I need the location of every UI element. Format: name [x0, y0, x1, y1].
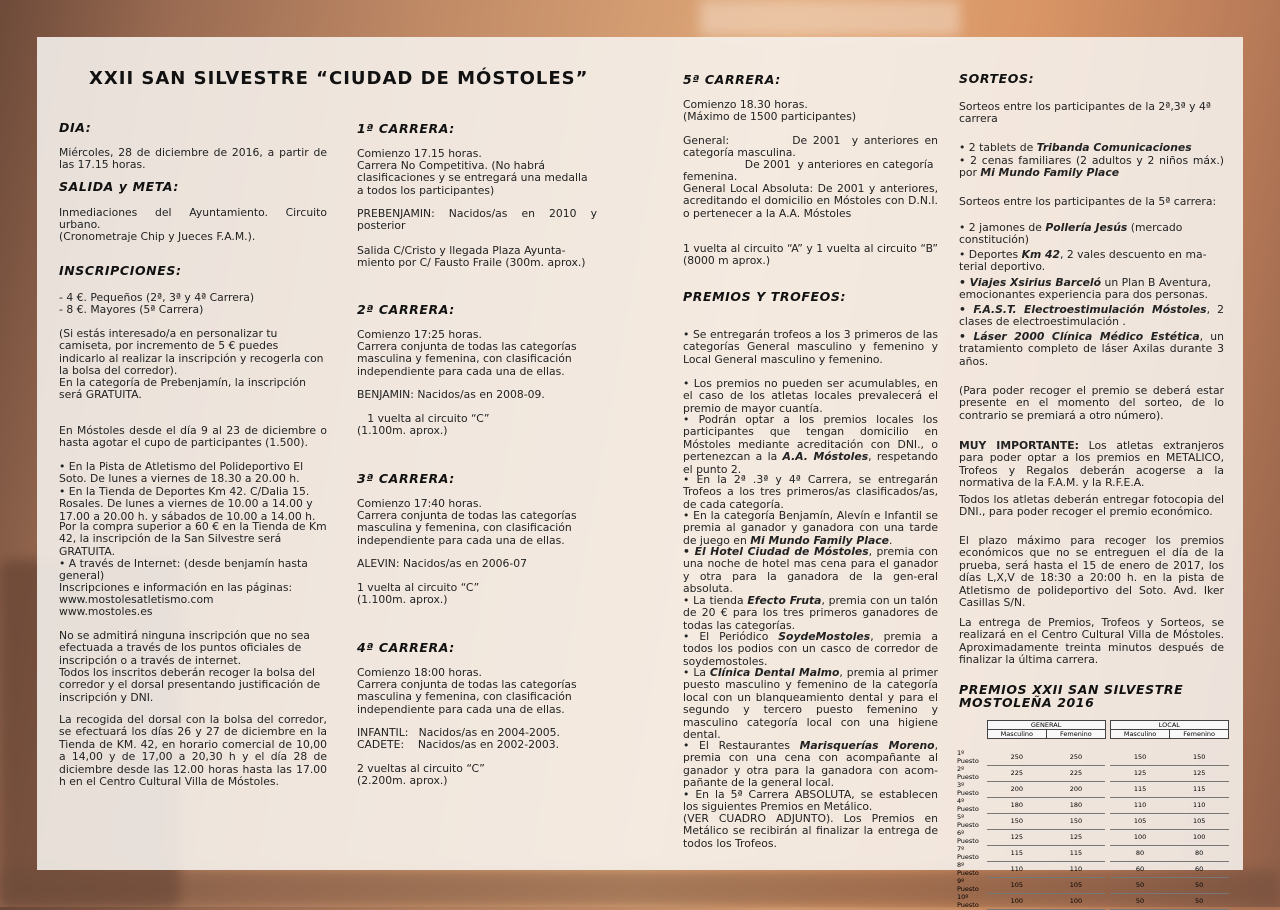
local-masculino-value: 50 — [1110, 893, 1170, 909]
premios-table-title — [959, 683, 1224, 709]
salida-heading: SALIDA y META: — [59, 179, 180, 194]
carrera-3-vuelta: 1 vuelta al circuito “C” — [357, 581, 480, 594]
general-masculino-value: 225 — [987, 765, 1047, 781]
general-femenino-value: 150 — [1047, 813, 1106, 829]
carrera-5-local: General Local Absoluta: De 2001 y anteriores, acreditando el domicilio en Móstoles con D.N.I. o pertenecer a la A.A. Móstoles — [683, 182, 938, 220]
bullet-internet: • A través de Internet: (desde benjamín hasta general) — [59, 557, 308, 583]
local-masculino-value: 110 — [1110, 797, 1170, 813]
carrera-5-comienzo: Comienzo 18.30 horas. — [683, 98, 808, 111]
position-label: 8º Puesto — [957, 861, 979, 877]
bullet-pista: • En la Pista de Atletismo del Polideportivo El Soto. De lunes a viernes de 18.30 a 20.00 h. — [59, 460, 304, 486]
premio-5: • En la categoría Benjamín, Alevín e Infantil se premia al ganador y ganadora con una tarde de juego en Mi Mundo Family Place. — [683, 509, 938, 547]
local-femenino-value: 50 — [1170, 893, 1229, 909]
todos-inscritos-text: Todos los inscritos deberán recoger la bolsa del corredor y el dorsal presentando justificación de inscripción y DNI. — [59, 666, 321, 704]
bullet-tienda: • En la Tienda de Deportes Km 42. C/Dalia 15. Rosales. De lunes a viernes de 10.00 a 14.00 y 17.00 a 20.00 h. y sábados de 10.00 a 14.00 h. — [59, 485, 316, 523]
table-row — [957, 749, 1229, 765]
sorteo-5: • Viajes Xsirius Barceló un Plan B Aventura, emocionantes experiencia para dos personas. — [959, 276, 1212, 302]
premio-8: • El Periódico SoydeMostoles, premia a todos los podios con un casco de corredor de soydemostoles. — [683, 630, 938, 668]
carrera-2-comienzo: Comienzo 17:25 horas. — [357, 328, 482, 341]
carrera-4-category-infantil: INFANTIL: Nacidos/as en 2004-2005. — [357, 726, 560, 739]
carrera-5-max: (Máximo de 1500 participantes) — [683, 110, 857, 123]
salida-text-2: (Cronometraje Chip y Jueces F.A.M.). — [59, 230, 256, 243]
general-masculino-value: 110 — [987, 861, 1047, 877]
premio-11: • En la 5ª Carrera ABSOLUTA, se establecen los siguientes Premios en Metálico. — [683, 788, 938, 814]
premio-7: • La tienda Efecto Fruta, premia con un talón de 20 € para los tres primeros ganadores de todas las categorías. — [683, 594, 938, 632]
position-label: 9º Puesto — [957, 877, 979, 893]
carrera-4-vuelta: 2 vueltas al circuito “C” — [357, 762, 485, 775]
table-row — [957, 765, 1229, 781]
muy-importante: MUY IMPORTANTE: Los atletas extranjeros para poder optar a los premios en METALICO, Trofeos y Regalos deberán acogerse a la normativa de la F.A.M. y la R.F.E.A. — [959, 439, 1224, 490]
carrera-1-comienzo: Comienzo 17.15 horas. — [357, 147, 482, 160]
local-femenino-value: 80 — [1170, 845, 1229, 861]
local-masculino-value: 60 — [1110, 861, 1170, 877]
flyer-panel — [37, 37, 1243, 909]
local-masculino-value: 80 — [1110, 845, 1170, 861]
position-label: 1º Puesto — [957, 749, 979, 765]
general-masculino-value: 150 — [987, 813, 1047, 829]
carrera-4-distance: (2.200m. aprox.) — [357, 774, 448, 787]
price-small: - 4 €. Pequeños (2ª, 3ª y 4ª Carrera) — [59, 291, 255, 304]
table-row — [957, 861, 1229, 877]
price-adult: - 8 €. Mayores (5ª Carrera) — [59, 303, 204, 316]
table-row — [957, 845, 1229, 861]
local-femenino-value: 125 — [1170, 765, 1229, 781]
todos-atletas: Todos los atletas deberán entregar fotocopia del DNI., para poder recoger el premio económico. — [959, 493, 1224, 519]
general-masculino-value: 250 — [987, 749, 1047, 765]
carrera-2-distance: (1.100m. aprox.) — [357, 424, 448, 437]
carrera-4-category-cadete: CADETE: Nacidos/as en 2002-2003. — [357, 738, 560, 751]
local-masculino-value: 115 — [1110, 781, 1170, 797]
carrera-3-comienzo: Comienzo 17:40 horas. — [357, 497, 482, 510]
table-row — [957, 813, 1229, 829]
local-masculino-value: 125 — [1110, 765, 1170, 781]
dia-text: Miércoles, 28 de diciembre de 2016, a partir de las 17.15 horas. — [59, 146, 327, 172]
table-row — [957, 877, 1229, 893]
carrera-5-general-f: De 2001 y anteriores en categoría femenina. — [683, 158, 937, 184]
table-row — [957, 797, 1229, 813]
local-femenino-value: 150 — [1170, 749, 1229, 765]
prize-table-rows — [957, 749, 1229, 909]
table-row — [957, 829, 1229, 845]
local-femenino-value: 110 — [1170, 797, 1229, 813]
background-highlight — [700, 0, 960, 36]
prize-table — [957, 720, 1229, 910]
sorteo-4: • Deportes Km 42, 2 vales descuento en ma-terial deportivo. — [959, 248, 1207, 274]
sub-local-femenino: Femenino — [1170, 730, 1229, 739]
prize-table-sub-header — [957, 730, 1229, 739]
recogida-text: La recogida del dorsal con la bolsa del corredor, se efectuará los días 26 y 27 de diciembre en la Tienda de KM. 42, en horario comercial de 10,00 a 14,00 y de 17,00 a 20,30 h y el día 28 de diciembre desde las 12.00 horas hasta las 17.00 h en el Centro Cultural Villa de Móstoles. — [59, 713, 327, 789]
local-femenino-value: 100 — [1170, 829, 1229, 845]
local-masculino-value: 100 — [1110, 829, 1170, 845]
sorteo-6: • F.A.S.T. Electroestimulación Móstoles, 2 clases de electroestimulación . — [959, 303, 1225, 329]
salida-text: Inmediaciones del Ayuntamiento. Circuito urbano. — [59, 206, 327, 232]
carrera-5-general-m: General: De 2001 y anteriores en categoría masculina. — [683, 134, 942, 160]
general-femenino-value: 115 — [1047, 845, 1106, 861]
compra-text: Por la compra superior a 60 € en la Tienda de Km 42, la inscripción de la San Silvestre será GRATUITA. — [59, 520, 327, 558]
table-row — [957, 781, 1229, 797]
carrera-3-desc: Carrera conjunta de todas las categorías masculina y femenina, con clasificación independiente para cada una de ellas. — [357, 509, 577, 547]
general-masculino-value: 105 — [987, 877, 1047, 893]
no-admitira-text: No se admitirá ninguna inscripción que no sea efectuada a través de los puntos oficiales de inscripción o a través de internet. — [59, 629, 310, 667]
sub-general-masculino: Masculino — [987, 730, 1047, 739]
general-femenino-value: 250 — [1047, 749, 1106, 765]
prebenjamin-text: En la categoría de Prebenjamín, la inscripción será GRATUITA. — [59, 376, 306, 402]
sub-general-femenino: Femenino — [1047, 730, 1106, 739]
url-atletismo[interactable]: www.mostolesatletismo.com — [59, 593, 214, 606]
general-masculino-value: 100 — [987, 893, 1047, 909]
sorteo-note: (Para poder recoger el premio se deberá estar presente en el momento del sorteo, de lo contrario se premiará a otro número). — [959, 384, 1224, 422]
local-masculino-value: 150 — [1110, 749, 1170, 765]
carrera-2-desc: Carrera conjunta de todas las categorías masculina y femenina, con clasificación independiente para cada una de ellas. — [357, 340, 577, 378]
sorteos-heading: SORTEOS: — [959, 71, 1035, 86]
sorteo-7: • Láser 2000 Clínica Médico Estética, un tratamiento completo de láser Axilas durante 3 años. — [959, 330, 1224, 368]
general-masculino-value: 115 — [987, 845, 1047, 861]
sorteo-3: • 2 jamones de Pollería Jesús (mercado constitución) — [959, 221, 1183, 247]
position-label: 5º Puesto — [957, 813, 979, 829]
premio-9: • La Clínica Dental Malmo, premia al primer puesto masculino y femenino de la categoría local con un blanqueamiento dental y para el segundo y tercero puesto femenino y masculino categoría local con una higiene dental. — [683, 666, 938, 742]
plazo-text: El plazo máximo para recoger los premios económicos que no se entreguen el día de la prueba, será hasta el 15 de enero de 2017, los días L,X,V de 18:30 a 20:00 h. en la pista de Atletismo de polideportivo del Soto. Avd. Iker Casillas S/N. — [959, 534, 1224, 610]
group-local: LOCAL — [1110, 721, 1228, 730]
carrera-3-category: ALEVIN: Nacidos/as en 2006-07 — [357, 557, 527, 570]
carrera-5-heading: 5ª CARRERA: — [683, 72, 781, 87]
premio-6: • El Hotel Ciudad de Móstoles, premia con una noche de hotel mas cena para el ganador y otra para la ganadora de la gen-eral absoluta. — [683, 545, 938, 596]
general-masculino-value: 200 — [987, 781, 1047, 797]
position-label: 3º Puesto — [957, 781, 979, 797]
carrera-4-desc: Carrera conjunta de todas las categorías masculina y femenina, con clasificación independiente para cada una de ellas. — [357, 678, 577, 716]
info-pages: Inscripciones e información en las páginas: — [59, 581, 293, 594]
premio-3: • Podrán optar a los premios locales los participantes que tengan domicilio en Móstoles mediante acreditación con DNI., o pertenezcan a la A.A. Móstoles, respetando el punto 2. — [683, 413, 938, 476]
carrera-4-heading: 4ª CARRERA: — [357, 640, 455, 655]
general-femenino-value: 180 — [1047, 797, 1106, 813]
position-label: 7º Puesto — [957, 845, 979, 861]
premio-10: • El Restaurantes Marisquerías Moreno, premia con una cena con acompañante al ganador y otra para la ganadora con acom-pañante de la general local. — [683, 739, 938, 790]
general-femenino-value: 200 — [1047, 781, 1106, 797]
position-label: 6º Puesto — [957, 829, 979, 845]
position-label: 2º Puesto — [957, 765, 979, 781]
local-masculino-value: 50 — [1110, 877, 1170, 893]
premios-table-title-line-1: PREMIOS XXII SAN SILVESTRE — [959, 682, 1184, 697]
sorteos-intro-1: Sorteos entre los participantes de la 2ª,3ª y 4ª carrera — [959, 100, 1211, 126]
general-femenino-value: 100 — [1047, 893, 1106, 909]
carrera-2-category: BENJAMIN: Nacidos/as en 2008-09. — [357, 388, 545, 401]
premio-1: • Se entregarán trofeos a los 3 primeros de las categorías General masculino y femenino y Local General masculino y femenino. — [683, 328, 938, 366]
carrera-3-distance: (1.100m. aprox.) — [357, 593, 448, 606]
general-femenino-value: 125 — [1047, 829, 1106, 845]
position-label: 4º Puesto — [957, 797, 979, 813]
local-femenino-value: 105 — [1170, 813, 1229, 829]
prize-table-group-header — [957, 721, 1229, 730]
mostoles-dates: En Móstoles desde el día 9 al 23 de diciembre o hasta agotar el cupo de participantes (1.500). — [59, 424, 327, 450]
general-femenino-value: 105 — [1047, 877, 1106, 893]
inscripciones-heading: INSCRIPCIONES: — [59, 263, 182, 278]
carrera-2-vuelta: 1 vuelta al circuito “C” — [357, 412, 490, 425]
sorteo-2: • 2 cenas familiares (2 adultos y 2 niños máx.) por Mi Mundo Family Place — [959, 154, 1224, 180]
general-femenino-value: 225 — [1047, 765, 1106, 781]
general-femenino-value: 110 — [1047, 861, 1106, 877]
carrera-5-vuelta: 1 vuelta al circuito “A” y 1 vuelta al circuito “B” (8000 m aprox.) — [683, 242, 980, 268]
carrera-1-prebenjamin: PREBENJAMIN: Nacidos/as en 2010 y posterior — [357, 207, 597, 233]
carrera-2-heading: 2ª CARRERA: — [357, 302, 455, 317]
local-femenino-value: 60 — [1170, 861, 1229, 877]
carrera-3-heading: 3ª CARRERA: — [357, 471, 455, 486]
premio-12: (VER CUADRO ADJUNTO). Los Premios en Metálico se recibirán al finalizar la entrega de todos los Trofeos. — [683, 812, 938, 850]
premios-table-title-line-2: MOSTOLEÑA 2016 — [959, 695, 1095, 710]
general-masculino-value: 180 — [987, 797, 1047, 813]
carrera-1-salida: Salida C/Cristo y llegada Plaza Ayunta-miento por C/ Fausto Fraile (300m. aprox.) — [357, 244, 586, 270]
premio-4: • En la 2ª .3ª y 4ª Carrera, se entregarán Trofeos a los tres primeros/as clasificados/as, de cada categoría. — [683, 473, 938, 511]
personalizar-text: (Si estás interesado/a en personalizar tu camiseta, por incremento de 5 € puedes indicarlo al realizar la inscripción y recogerla con la bolsa del corredor). — [59, 327, 324, 378]
sorteo-1: • 2 tablets de Tribanda Comunicaciones — [959, 141, 1192, 154]
premios-heading: PREMIOS Y TROFEOS: — [683, 289, 847, 304]
general-masculino-value: 125 — [987, 829, 1047, 845]
local-femenino-value: 115 — [1170, 781, 1229, 797]
carrera-1-desc: Carrera No Competitiva. (No habrá clasificaciones y se entregará una medalla a todos los participantes) — [357, 159, 588, 197]
sub-local-masculino: Masculino — [1110, 730, 1170, 739]
carrera-1-heading: 1ª CARRERA: — [357, 121, 455, 136]
url-mostoles[interactable]: www.mostoles.es — [59, 605, 153, 618]
dia-heading: DIA: — [59, 120, 92, 135]
position-label: 10º Puesto — [957, 893, 979, 909]
page-title: XXII SAN SILVESTRE “CIUDAD DE MÓSTOLES” — [89, 68, 589, 89]
entrega-text: La entrega de Premios, Trofeos y Sorteos, se realizará en el Centro Cultural Villa de Móstoles. Aproximadamente treinta minutos después de finalizar la última carrera. — [959, 616, 1224, 667]
premio-2: • Los premios no pueden ser acumulables, en el caso de los atletas locales prevalecerá el premio de mayor cuantía. — [683, 377, 938, 415]
sorteos-intro-2: Sorteos entre los participantes de la 5ª carrera: — [959, 195, 1217, 208]
local-femenino-value: 50 — [1170, 877, 1229, 893]
local-masculino-value: 105 — [1110, 813, 1170, 829]
group-general: GENERAL — [987, 721, 1105, 730]
carrera-4-comienzo: Comienzo 18:00 horas. — [357, 666, 482, 679]
